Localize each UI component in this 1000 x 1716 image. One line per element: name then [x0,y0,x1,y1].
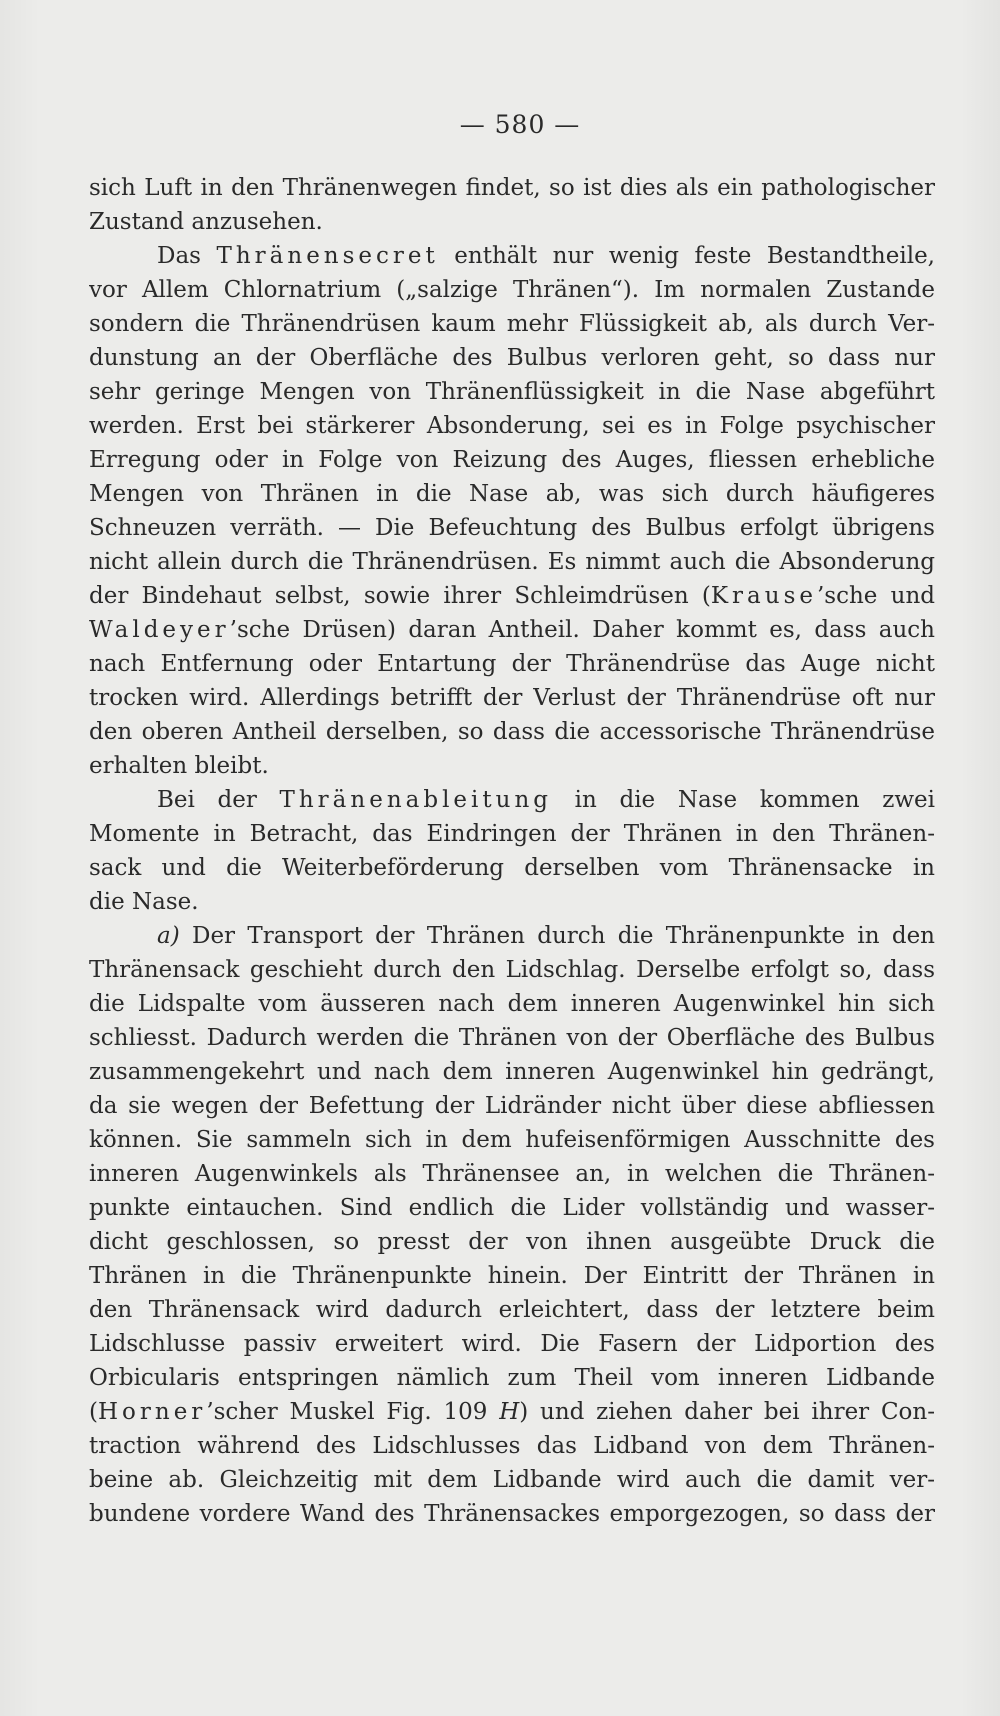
text-line [89,817,935,851]
text-run: Der Transport der Thränen durch die Thränenpunkte in den [179,923,935,949]
italic-text: a) [157,923,180,949]
text-run: erhalten bleibt. [89,753,269,779]
text-run: Erregung oder in Folge von Reizung des Auges, fliessen erhebliche [89,447,935,473]
text-run: sondern die Thränendrüsen kaum mehr Flüssigkeit ab, als durch Ver- [89,311,935,337]
text-run: der Bindehaut selbst, sowie ihrer Schleimdrüsen ( [89,583,711,609]
body-text [89,171,935,1531]
text-line [89,953,935,987]
text-line [89,851,935,885]
text-line [89,715,935,749]
text-line [89,783,935,817]
text-run: Orbicularis entspringen nämlich zum Theil vom inneren Lidbande [89,1365,935,1391]
text-line [89,1497,935,1531]
text-line [89,885,935,919]
text-line [89,579,935,613]
text-line [89,1361,935,1395]
text-line [89,1191,935,1225]
text-run: Thränen in die Thränenpunkte hinein. Der Eintritt der Thränen in [89,1263,935,1289]
text-line [89,1395,935,1429]
text-line [89,273,935,307]
text-line [89,409,935,443]
text-run: sehr geringe Mengen von Thränenflüssigkeit in die Nase abgeführt [89,379,935,405]
text-run: punkte eintauchen. Sind endlich die Lider vollständig und wasser- [89,1195,935,1221]
text-run: Momente in Betracht, das Eindringen der Thränen in den Thränen- [89,821,935,847]
text-line [89,443,935,477]
text-line [89,987,935,1021]
text-run: schliesst. Dadurch werden die Thränen von der Oberfläche des Bulbus [89,1025,935,1051]
text-run: ( [89,1399,98,1425]
text-line [89,681,935,715]
text-run: Das [157,243,217,269]
text-run: enthält nur wenig feste Bestandtheile, [438,243,935,269]
text-run: da sie wegen der Befettung der Lidränder nicht über diese abfliessen [89,1093,935,1119]
text-line [89,919,935,953]
text-line [89,1429,935,1463]
text-run: können. Sie sammeln sich in dem hufeisenförmigen Ausschnitte des [89,1127,935,1153]
text-run: Schneuzen verräth. — Die Befeuchtung des Bulbus erfolgt übrigens [89,515,935,541]
text-run: bundene vordere Wand des Thränensackes emporgezogen, so dass der [89,1501,935,1527]
text-run: nicht allein durch die Thränendrüsen. Es nimmt auch die Absonderung [89,549,935,575]
text-line [89,477,935,511]
text-run: ’sche und [817,583,935,609]
text-line [89,375,935,409]
text-run: Thränensack geschieht durch den Lidschlag. Derselbe erfolgt so, dass [89,957,935,983]
text-line [89,647,935,681]
emphasized-term: Thränensecret [216,243,439,269]
text-line [89,171,935,205]
text-run: den oberen Antheil derselben, so dass die accessorische Thränendrüse [89,719,935,745]
text-run: in die Nase kommen zwei [551,787,935,813]
text-run: ’scher Muskel Fig. 109 [206,1399,500,1425]
text-line [89,1293,935,1327]
text-run: nach Entfernung oder Entartung der Thränendrüse das Auge nicht [89,651,935,677]
page-number: — 580 — [459,110,581,139]
text-run: die Nase. [89,889,199,915]
text-line [89,1327,935,1361]
text-line [89,511,935,545]
text-run: vor Allem Chlornatrium („salzige Thränen“). Im normalen Zustande [89,277,935,303]
text-line [89,749,935,783]
text-line [89,1021,935,1055]
text-run: ) und ziehen daher bei ihrer Con- [519,1399,935,1425]
text-run: traction während des Lidschlusses das Lidband von dem Thränen- [89,1433,935,1459]
text-run: dicht geschlossen, so presst der von ihnen ausgeübte Druck die [89,1229,935,1255]
emphasized-term: Krause [710,583,817,609]
text-line [89,341,935,375]
text-run: Bei der [157,787,280,813]
text-run: ’sche Drüsen) daran Antheil. Daher kommt es, dass auch [229,617,935,643]
emphasized-term: Waldeyer [89,617,230,643]
text-line [89,1463,935,1497]
text-run: werden. Erst bei stärkerer Absonderung, sei es in Folge psychischer [89,413,935,439]
text-line [89,1123,935,1157]
emphasized-term: Thränenableitung [279,787,552,813]
text-line [89,613,935,647]
text-line [89,1055,935,1089]
italic-text: H [499,1399,520,1425]
text-run: sich Luft in den Thränenwegen findet, so ist dies als ein pathologischer [89,175,935,201]
text-run: beine ab. Gleichzeitig mit dem Lidbande wird auch die damit ver- [89,1467,935,1493]
text-line [89,239,935,273]
text-run: inneren Augenwinkels als Thränensee an, in welchen die Thränen- [89,1161,935,1187]
text-run: zusammengekehrt und nach dem inneren Augenwinkel hin gedrängt, [89,1059,935,1085]
text-run: trocken wird. Allerdings betrifft der Verlust der Thränendrüse oft nur [89,685,935,711]
text-line [89,307,935,341]
text-line [89,545,935,579]
emphasized-term: Horner [97,1399,207,1425]
text-line [89,1225,935,1259]
text-line [89,205,935,239]
text-run: den Thränensack wird dadurch erleichtert, dass der letztere beim [89,1297,935,1323]
text-line [89,1157,935,1191]
text-run: dunstung an der Oberfläche des Bulbus verloren geht, so dass nur [89,345,935,371]
text-line [89,1089,935,1123]
text-run: Lidschlusse passiv erweitert wird. Die Fasern der Lidportion des [89,1331,935,1357]
text-run: sack und die Weiterbeförderung derselben vom Thränensacke in [89,855,935,881]
text-line [89,1259,935,1293]
text-run: Zustand anzusehen. [89,209,323,235]
text-run: die Lidspalte vom äusseren nach dem inneren Augenwinkel hin sich [89,991,935,1017]
text-run: Mengen von Thränen in die Nase ab, was sich durch häufigeres [89,481,935,507]
